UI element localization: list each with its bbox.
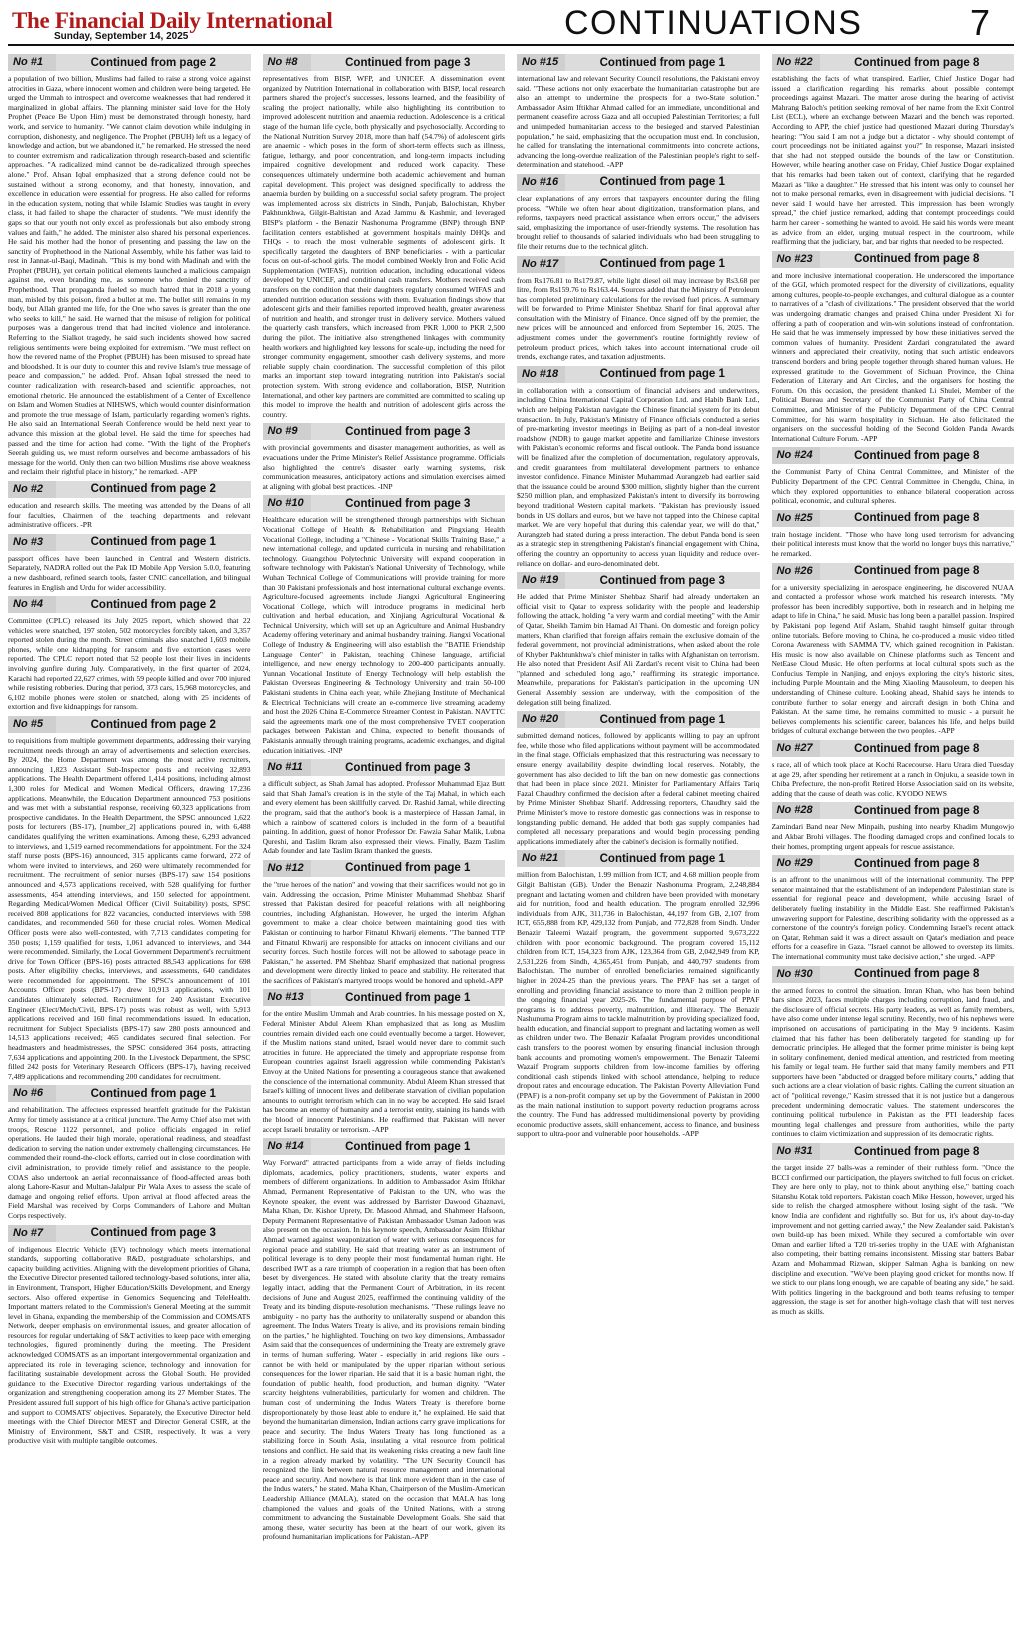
continuation-number: No #1 — [8, 54, 56, 71]
continuation-text: and rehabilitation. The affectees expressed heartfelt gratitude for the Pakistan Army for timely assistance at a critical juncture. The Army Chief also met with troops, Rescue 1122 personnel, and police officials engaged in relief operations. He lauded their high morale, operational readiness, and steadfast dedication to serving the nation under extremely challenging circumstances. He commended their round-the-clock efforts, carried out in close coordination with civil administration, to provide timely relief and assistance to the people. COAS also undertook an aerial reconnaissance of flood-affected areas both along Lahore-Kasur and Multan-Jalalpur Pir Wala Axes to assess the scale of damage and ongoing relief efforts. Upon arrival at flood affected areas the Field Marshal was received by Corps Commanders of Lahore and Multan Corps respectively. — [8, 1105, 251, 1220]
continuation-block — [772, 966, 1015, 1140]
continuation-block — [772, 802, 1015, 851]
continuation-header — [772, 563, 1015, 580]
continuation-text: the Communist Party of China Central Committee, and Minister of the Publicity Department of the CPC Central Committee in Chengdu, China, in which they explored opportunities to enhance bilateral cooperation across political, economic, and cultural spheres. — [771, 467, 1014, 506]
continuation-label: Continued from page 1 — [599, 258, 725, 270]
continuation-header — [772, 54, 1015, 71]
continuation-text: education and research skills. The meeting was attended by the Deans of all four faculties, Chairmen of the teaching departments and relevant administrative officers. -PR — [8, 500, 251, 530]
continuation-text: international law and relevant Security Council resolutions, the Pakistani envoy said. "These actions not only exacerbate the humanitarian catastrophe but are also an attempt to undermine the prospects for a two-State solution." Ambassador Asim Iftikhar Ahmad called for an immediate, unconditional and permanent ceasefire across Gaza and all occupied Palestinian Territories; a full and unimpeded humanitarian access to the besieged and starved Palestinian population," he said, emphasizing that the occupation must end. In conclusion, he called for translating the international commitments into concrete actions, advancing the long-overdue realization of the Palestinian people's right to self-determination and statehood. -APP — [517, 74, 760, 170]
continuation-text: the target inside 27 balls-was a reminder of their ruthless form. "Once the BCCI confirmed our participation, the players switched to full focus on cricket. They are here only to play, not to think about anything else," batting coach Sitanshu Kotak told reporters. Pakistan coach Mike Hesson, however, urged his side to relish the charged atmosphere without losing sight of the task. "We know India are confident and rightfully so. But for us, it's about day-to-day improvement and not getting carried away," the New Zealander said. Pakistan's own build-up has been mixed. While they secured a comfortable win over Oman and earlier lifted a T20 tri-series trophy in the UAE with Afghanistan also competing, their batting remains inconsistent. Missing star batters Babar Azam and Mohammad Rizwan, skipper Salman Agha is banking on new discipline and execution. "We've been playing good cricket for months now. If we stick to our plans long enough, we are capable of beating any side," he said. With politics lingering in the background and both teams refusing to temper aggression, the stage is set for another high-voltage clash that will test nerves as much as skills. — [771, 1163, 1014, 1316]
continuation-header — [8, 534, 251, 551]
continuation-header — [772, 740, 1015, 757]
continuation-block — [772, 54, 1015, 247]
continuation-header — [517, 366, 760, 383]
continuation-block — [8, 716, 251, 1081]
continuation-header — [8, 481, 251, 498]
continuation-label: Continued from page 8 — [854, 804, 980, 817]
page-number: 7 — [969, 2, 990, 43]
continuation-number: No #27 — [772, 740, 820, 757]
continuation-block — [263, 1138, 506, 1542]
continuation-block — [263, 860, 506, 986]
continuation-text: Way Forward" attracted participants from a wide array of fields including diplomats, academics, policy practitioners, students, water experts and members of different organizations. In addition to Ambassador Asim Iftikhar Ahmad, Permanent Representative of Pakistan to the UN, who was the Keynote speaker, the event was addressed by Barrister Dawood Ghaznavi, Maha Khan, Dr. Kishor Uprety, Dr. Masood Ahmad, and Shahmeer Hafsoon, Deputy Permanent Representative of Pakistan Ambassador Usman Jadoon was also present on the occasion. In his keynote speech, Ambassador Asim Iftikhar Ahmad warned against weaponization of water with serious consequences for regional peace and stability. He said that treating water as an instrument of political leverage is to deny people their most fundamental human right. He described IWT as a rare triumph of cooperation in a region that has been often beset by divergences. He stated with absolute clarity that the treaty remains legally intact, adding that the Permanent Court of Arbitration, in its recent decisions of June and August 2025, reaffirmed the continuing validity of the Treaty and its binding dispute-resolution mechanisms. "These rulings leave no ambiguity - no party has the authority to unilaterally suspend or abandon this agreement. The Indus Waters Treaty is alive, and its provisions remain binding on the parties," he highlighted. Touching on two key dimensions, Ambassador Asim said that the consequences of undermining the Treaty are extremely grave in terms of human suffering. Water - especially in arid regions like ours - cannot be with held or manipulated by the upper riparian without serious consequences for the lower riparian. He said that it is a basic human right, the foundation of public health, food production, and human dignity. "Water scarcity heightens vulnerabilities, particularly for women and children. The human cost of undermining the Indus Waters Treaty is therefore borne disproportionately by those least able to endure it," he explained. He said that beyond the humanitarian dimension, Indian actions carry grave implications for peace and security. The Indus Waters Treaty has long functioned as a stabilizing force in South Asia, insulating a vital resource from political tensions and conflict. He said that its weakening risks creating a new fault line in a region already marked by volatility. "The UN Security Council has recognized the link between natural resource management and international peace and security. And nowhere is that link more evident than in the case of the Indus waters," he stated. Maha Khan, Chairperson of the Muslim-American Leadership Alliance (MALA), stated on the occasion that MALA has long championed the values and goals of the United Nations, with a strong commitment to advancing the Sustainable Development Goals. She said that among these, water security has been at the heart of our work, given its profound humanitarian implications for Pakistan.-APP — [262, 1158, 505, 1542]
continuation-text: clear explanations of any errors that taxpayers encounter during the filing process. "While we often hear about digitization, transformation plans, and reforms, taxpayers need practical assistance when errors occur," the advisers said, emphasizing the importance of user-friendly systems. The resolution has brought relief to thousands of salaried individuals who had been struggling to file their returns due to the technical glitch. — [517, 193, 760, 251]
continuation-header — [517, 572, 760, 589]
continuation-text: establishing the facts of what transpired. Earlier, Chief Justice Dogar had issued a clarification regarding his remarks about possible contempt proceedings against Mazari. The matter arose during the hearing of activist Mahrang Baloch's petition seeking removal of her name from the Exit Control List (ECL), where an exchange between Mazari and the bench was reported. According to APP, the chief justice had questioned Mazari during Thursday's hearing: "You said I am not a judge but a dictator - why should contempt of court proceedings not be initiated against you?" In response, Mazari insisted that she had not stepped outside the bounds of the law or Constitution. However, while hearing another case on Friday, Chief Justice Dogar explained that his remarks had been taken out of context, clarifying that he regarded Mazari as "like a daughter." He stressed that his intent was only to counsel her not to make personal remarks, even in disagreement with judicial decisions. "I never said I would have her arrested. This impression has been wrongly spread," the chief justice remarked, adding that contempt proceedings could harm her career - something he wanted to avoid. He said his words were meant as advice from an elder, urging mutual respect in the courtroom, while reaffirming that the judiciary, bar, and bar rights that needed to be respected. — [771, 74, 1014, 247]
continuation-label: Continued from page 8 — [854, 968, 980, 981]
continuation-text: s race, all of which took place at Kochi Racecourse. Haru Urara died Tuesday at age 29, after spending her retirement at a ranch in Onjuku, a seaside town in Chiba Prefecture, the non-profit Retired Horse Association said on its website, adding that the cause of death was colic. KYODO NEWS — [771, 760, 1014, 798]
continuation-text: a difficult subject, as Shah Jamal has adopted. Professor Muhammad Ejaz Butt said that Shah Jamal's creation is in the style of the Taj Mahal, in which each and every element has been skillfully carved. Dr. Rashid Jamal, while directing the program, said that the author's book is a masterpiece of Hassan Jamal, in which a rainbow of scattered colors is included in the form of a beautiful painting. In addition, guest of honor Professor Dr. Fawzia Sahar Malik, Lubna Qureshi, and Taslim Ikram also expressed their views. Finally, Bazm Taslim Adab founder and late Taslim Ikram thanked the guests. — [262, 779, 505, 856]
continuation-block — [772, 855, 1015, 961]
continuation-number: No #24 — [772, 447, 820, 464]
continuation-block — [517, 850, 760, 1139]
continuation-text: and more inclusive international cooperation. He underscored the importance of the GGI, which promoted respect for the diversity of civilizations, equality among cultures, people-to-people exchanges, and cultural dialogue as a counter to narratives of a "clash of civilizations." The president observed that the world was undergoing dramatic changes and praised China under President Xi for offering a path of cooperation and win-win solutions instead of confrontation. He said that he was immensely impressed by how these initiatives served the common values of humanity. President Zardari congratulated the award winners and appreciated their creativity, noting that such artistic endeavors transcend borders and bring people together through shared human values. He expressed gratitude to the Government of Sichuan Province, the China Federation of Literary and Art Circles, and the organisers for hosting the Forum. On this occasion, the president thanked Li Shulei, Member of the Political Bureau and Secretary of the Communist Party of China Central Committee, and Minister of the Publicity Department of the CPC Central Committee, for his warm hospitality in Sichuan. He also felicitated the organisers on the successful holding of the Second Golden Panda Awards International Culture Forum. -APP — [771, 270, 1014, 443]
continuation-label: Continued from page 1 — [345, 862, 471, 875]
continuation-number: No #28 — [772, 802, 820, 819]
continuation-label: Continued from page 8 — [854, 857, 980, 870]
continuation-number: No #22 — [772, 54, 820, 71]
continuation-header — [517, 850, 760, 867]
continuation-label: Continued from page 1 — [345, 991, 471, 1004]
continuation-block — [263, 54, 506, 419]
continuation-text: Zamindari Band near New Minpaih, pushing into nearby Khadim Mungowjo and Akbar Brohi villages. The flooding damaged crops and confined locals to their homes, prompting urgent appeals for rescue assistance. — [771, 822, 1014, 851]
continuation-header — [8, 1225, 251, 1242]
continuation-label: Continued from page 2 — [90, 56, 216, 69]
continuation-text: million from Balochistan, 1.99 million from ICT, and 4.68 million people from Gilgit Baltistan (GB). Under the Benazir Nashonuma Program, 2,248,884 pregnant and lactating women and children have been provided with monetary aid for nutrition, food and health education. The program enrolled 32,996 individuals from AJK, 311,736 in Balochistan, 44,197 from GB, 2,107 from ICT, 655,888 from KP, 429,132 from Punjab, and 772,828 from Sindh. Under Benazir Taleemi Wazaif program, the government supported 9,673,222 children with poor economic background. The program covered 15,112 children from ICT, 154,323 from AJK, 123,364 from GB, 2,042,949 from KP, 2,531,226 from Sindh, 4,365,451 from Punjab, and 440,797 students from Balochistan. The number of enrolled beneficiaries remained significantly higher in 2024-25 than the previous years. The PPAF has set a target of enrolling and providing financial assistance to more than 2 million people in the ongoing financial year 2025-26. The fundamental purpose of PPAF programs is to address poverty, malnutrition, and illiteracy. The Benazir Nashunuma Program aims to tackle malnutrition by providing specialized food, health education, and financial support to pregnant and lactating women as well as children under two. The Benazir Kafaalat Program provides unconditional cash transfers to the poorest women by ensuring financial inclusion through bank accounts and promoting women's empowerment. The Benazir Taleemi Wazaif Program supports children from low-income families by offering conditional cash stipends linked with school attendance, helping to reduce dropout rates and encourage education. The Pakistan Poverty Alleviation Fund (PPAF) is a non-profit company set up by the Government of Pakistan in 2000 as the main national institution to support poverty reduction programs across the country. The Fund has addressed multidimensional poverty by providing economic productive assets, skill enhancement, access to finance, and business support to ultra-poor and vulnerable poor households. -APP — [517, 870, 760, 1139]
continuation-header — [263, 860, 506, 877]
column-2 — [263, 52, 506, 1644]
continuation-number: No #17 — [517, 256, 565, 273]
continuation-header — [772, 802, 1015, 819]
continuation-number: No #30 — [772, 966, 820, 983]
continuation-header — [517, 174, 760, 191]
continuation-header — [517, 256, 760, 273]
continuation-text: of indigenous Electric Vehicle (EV) technology which meets international standards, supporting collaborative R&D, postgraduate scholarships, and capacity building activities. Aligning with the development priorities of Ghana, the Executive Director presented tailored technology-based solutions, inter alia, in Environment, Transport, Higher Education/Skills Development, and Energy sectors. Also offered expertise in Genomics Sequencing and TeleHealth. Important matters related to the Commission's General Meeting at the summit level in Ghana, expanding the membership of the Commission and COMSATS Network, deeper emphasis on environmental issues, and greater allocation of resources for regular undertaking of S&T activities to keep pace with emerging technologies, figured prominently during the meeting. The President acknowledged COMSATS as an important intergovernmental organization and appreciated its role in leveraging science, technology and innovation for facilitating sustainable development across the Global South. He provided guidance to the Executive Director regarding various undertakings of the organization and strengthening cooperation among its 27 Member States. The President assured full support of his high office for Ghana's active participation and support to COMSATS' objectives. Separately, the Executive Director held meetings with the Chief Director MEST and Director General CSIR, at the Ministry of Environment, S&T and CSIR, respectively. It was a very productive visit with multiple tangible outcomes. — [8, 1244, 251, 1446]
continuation-number: No #5 — [8, 716, 56, 733]
continuation-block — [517, 366, 760, 568]
continuation-label: Continued from page 1 — [599, 713, 725, 726]
continuation-text: for the entire Muslim Ummah and Arab countries. In his message posted on X, Federal Minister Abdul Aleem Khan emphasized that as long as Muslim countries remain divided each one could eventually become a target. However, if the Muslim nations stand united, Israel would never dare to commit such atrocities in future. He appreciated the timely and appropriate response from European countries against Israeli aggression while commending Pakistan's Envoy at the United Nations for presenting a courageous stance that awakened the conscience of the international community. Abdul Aleem Khan stressed that Israel's killing of innocent lives and deliberate starvation of civilian population amounts to outright terrorism which can in no way be accepted. He said Israel has become an enemy of humanity and a terrorist entity, staining its hands with the blood of innocent Palestinians. He reaffirmed that Pakistan will never accept Israeli brutality or terrorism. -APP — [262, 1009, 505, 1134]
continuation-text: is an affront to the unanimous will of the international community. The PPP senator maintained that the establishment of an independent Palestinian state is essential for regional peace and development, while accusing Israel of deliberately fueling instability in the Middle East. She reaffirmed Pakistan's unwavering support for Palestine, describing solidarity with the oppressed as a cornerstone of the country's foreign policy. Condemning Israel's recent attack on Qatar, Rehman said it was a direct assault on Qatar's mediation and peace efforts for a ceasefire in Gaza. "Israel cannot be allowed to overstep its limits. The international community must take decisive action," she urged. -APP — [771, 875, 1014, 961]
continuation-number: No #25 — [772, 510, 820, 527]
continuation-number: No #7 — [8, 1225, 56, 1242]
continuation-text: He added that Prime Minister Shehbaz Sharif had already undertaken an official visit to Qatar to express solidarity with the people and leadership following the attack, holding "a very warm and cordial meeting" with the Amir of Qatar, Sheikh Tamim bin Hamad Al Thani. On domestic and foreign policy matters, Khan clarified that foreign affairs remain the exclusive domain of the federal government, not provincial administrations, when asked about the role of Khyber Pakhtunkhwa's chief minister in talks with Afghanistan on terrorism. He also noted that President Asif Ali Zardari's recent visit to China had been "planned and scheduled long ago," reaffirming its strategic importance. Meanwhile, preparations for Pakistan's participation in the upcoming UN General Assembly session are underway, with the composition of the delegation still being finalized. — [517, 592, 760, 707]
continuation-label: Continued from page 8 — [854, 565, 980, 578]
continuation-number: No #4 — [8, 596, 56, 613]
continuation-block — [517, 174, 760, 252]
continuation-number: No #21 — [517, 850, 565, 867]
continuation-number: No #31 — [772, 1143, 820, 1160]
continuation-header — [8, 1085, 251, 1102]
continuation-number: No #20 — [517, 711, 565, 728]
continuation-header — [263, 759, 506, 776]
continuation-label: Continued from page 1 — [599, 176, 725, 189]
continuation-block — [772, 1143, 1015, 1317]
continuation-number: No #14 — [263, 1138, 311, 1155]
continuation-label: Continued from page 8 — [854, 1145, 980, 1158]
continuation-text: in collaboration with a consortium of financial advisers and underwriters, including China International Capital Corporation Ltd. and Habib Bank Ltd., which are helping Pakistan navigate the Chinese financial system for its debut transaction. In July, Pakistan's Ministry of Finance officials conducted a series of pre-marketing investor meetings in Beijing as part of a non-deal investor roadshow (NDR) to gauge market appetite and familiarize Chinese investors with Pakistan's economic reforms and fiscal outlook. The Panda bond issuance will be finalized after the completion of documentation, regulatory approvals, and credit guarantees from multilateral development partners to enhance investor confidence. Finance Minister Muhammad Aurangzeb had earlier said that the issuance could be around $300 million, slightly higher than the current $250 million plan, and emphasized Pakistan's intent to diversify its borrowing beyond traditional Western capital markets. "Pakistan has previously issued bonds in US dollars and euros, but we have not tapped into the Chinese capital market. We are very hopeful that during this calendar year, we will do that," Aurangzeb had stated during a press interaction. The debut Panda bond is seen as a strategic step in strengthening Pakistan's financial engagement with China, offering the country an opportunity to access yuan liquidity and reduce over-reliance on dollar- and euro-denominated debt. — [517, 385, 760, 568]
continuation-text: representatives from BISP, WFP, and UNICEF. A dissemination event organized by Nutrition International in collaboration with BISP, local research partners shared the project's successes, lessons learned, and the feasibility of scaling the project nationally, while also highlighting its contribution to improved adolescent nutrition and anaemia reduction. Adolescence is a critical stage of the human life cycle, both physically and psychosocially. According to the National Nutrition Survey 2018, more than half (54.7%) of adolescent girls are anaemic - which poses in the form of short-term effects such as illness, fatigue, lethargy, and poor concentration, and long-term impacts including impaired cognitive development and reduced work capacity. These consequences ultimately undermine both academic achievement and human capital development. This project was designed specifically to address the anaemia burden by building on a successful social safety program. The project was implemented across six districts in Sindh, Punjab, Balochistan, Khyber Pakhtunkhwa, Gilgit-Baltistan and Azad Jammu & Kashmir, and leveraged BISP's platform - the Benazir Nashonuma Programme (BNP) through BNP facilitation centers established at government hospitals mainly DHQs and THQs - to reach the most vulnerable segments of adolescent girls. It specifically targeted the daughters of BNP beneficiaries - with a particular focus on out-of-school girls. The model combined Weekly Iron and Folic Acid Supplementation (WIFAS), nutrition education, including educational videos developed by UNICEF, and conditional cash transfers. Mothers received cash transfers on the condition that their daughters regularly consumed WIFAS and attended nutrition education sessions with them. Evaluation findings show that adolescent girls and their families reported improved health, greater awareness of nutrition and health, and stronger trust in delivery service. Mothers valued the quarterly cash transfers, which increased from PKR 1,000 to PKR 2,500 during the pilot. The initiative also strengthened linkages with community health workers and highlighted key lessons for scale-up, including the need for stronger community engagement, smoother cash delivery systems, and more reliable supply chain coordination. The successful completion of this pilot marks an important step toward integrating nutrition into Pakistan's social protection system. With strong evidence and collaboration, BISP, Nutrition International, and other key partners are committed are committed to scaling up this model to improve the health and nutrition of adolescent girls across the country. — [262, 74, 505, 419]
continuation-block — [263, 759, 506, 856]
continuation-label: Continued from page 1 — [345, 1140, 471, 1153]
continuation-header — [772, 251, 1015, 268]
continuation-label: Continued from page 3 — [345, 761, 471, 774]
continuation-number: No #29 — [772, 855, 820, 872]
continuation-label: Continued from page 8 — [854, 742, 980, 755]
continuation-header — [263, 54, 506, 71]
continuation-block — [772, 563, 1015, 737]
continuation-header — [8, 596, 251, 613]
continuation-text: submitted demand notices, followed by applicants willing to pay an upfront fee, while those who filed applications without payment will be accommodated in the final stage. Officials emphasized that this restructuring was necessary to ensure energy availability despite dwindling local reserves. Notably, the government has also decided to lift the ban on new domestic gas connections that had been in place since 2021. Minister for Parliamentary Affairs Tariq Fazal Chaudhry confirmed the decision after a federal cabinet meeting chaired by Prime Minister Shehbaz Sharif. Addressing reporters, Chaudhry said the Prime Minister's move to restore domestic gas connections was in response to longstanding public demand. He added that both gas supply companies had completed all necessary preparations and would begin processing pending applications immediately after the cabinet's decision is formally notified. — [517, 731, 760, 846]
continuation-header — [263, 1138, 506, 1155]
section-title: CONTINUATIONS — [564, 4, 863, 42]
continuation-block — [8, 54, 251, 477]
continuation-label: Continued from page 1 — [599, 56, 725, 69]
continuation-label: Continued from page 2 — [90, 718, 216, 731]
continuation-label: Continued from page 8 — [854, 253, 980, 266]
continuation-number: No #6 — [8, 1085, 56, 1102]
continuation-label: Continued from page 1 — [90, 1087, 216, 1100]
continuation-label: Continued from page 2 — [90, 598, 216, 611]
continuation-number: No #16 — [517, 174, 565, 191]
continuation-header — [8, 716, 251, 733]
article-columns — [8, 52, 1014, 1644]
continuation-number: No #9 — [263, 423, 311, 440]
continuation-text: train hostage incident. "Those who have long used terrorism for advancing their political interests must know that the world no longer buys this narrative," he remarked. — [771, 529, 1014, 558]
continuation-number: No #23 — [772, 251, 820, 268]
continuation-number: No #19 — [517, 572, 565, 589]
continuation-text: Committee (CPLC) released its July 2025 report, which showed that 22 vehicles were snatched, 197 stolen, 502 motorcycles forcibly taken, and 3,357 reported stolen during the month. Street criminals also snatched 1,603 mobile phones, while one kidnapping for ransom and five extortion cases were reported. The CPLC report noted that 52 people lost their lives in incidents involving gunfire during July. Comparatively, in the first quarter of 2024, Karachi had reported 22,627 crimes, with 59 people killed and over 700 injured while resisting robberies. During that period, 373 cars, 15,968 motorcycles, and 6,102 mobile phones were stolen or snatched, along with 25 incidents of extortion and five kidnappings for ransom. — [8, 616, 251, 712]
continuation-number: No #15 — [517, 54, 565, 71]
continuation-text: to requisitions from multiple government departments, addressing their varying recruitment needs through an array of advertisements and selection exercises. By 2024, the Home Department was among the most active recruiters, announcing 1,823 Assistant Sub-Inspector posts and receiving 32,893 applications. The Health Department offered 1,414 positions, including almost 1,300 roles for Medical and Women Medical Officers, drawing 17,236 applications. Meanwhile, the Education Department announced 753 positions and was met with a substantial response, receiving 60,323 applications from prospective candidates. In the Health Department, the SPSC announced 1,622 posts for lecturers (BS-17), [number_2] applications poured in, with 6,488 candidates qualifying the written examinations. Among these, 6,293 advanced to interviews, and 1,519 earned recommendations for appointment. For the 324 staff nurse posts (BPS-16) announced, 315 applicants came forward, 272 of whom were invited to interviews, and 260 were ultimately recommended for recruitment. The recruitment of senior nurses (BPS-17) saw 154 positions announced and 4,573 applications received, with 528 qualifying for further assessments, 454 attending interviews, and 150 selected for appointment. Regarding Medical/Women Medical Officer (Civil Suitability) posts, SPSC received 808 applications for 822 vacancies, conducted interviews with 598 candidates, and recommended 560 for these crucial roles. Women Medical Officer posts were also well-contested, with 7,713 candidates competing for 350 posts; 1,159 qualified for tests, 1,061 advanced to interviews, and 344 were recommended. Similarly, the Local Government Department's recruitment drive for Town Officer (BPS-16) posts attracted 88,543 applications for 698 posts. After eligibility checks, interviews, and assessments, 640 candidates were recommended for appointment. The SPSC's announcement of 101 Accounts Officer posts (BPS-17) drew 10,913 applications, with 101 candidates ultimately selected. Recruitment for 240 Assistant Executive Engineer (Elect/Mech/Civil, BPS-17) posts was robust as well, with 5,913 applications received and 160 final recommendations issued. In education, recruitment for Subject Specialists (BPS-17) saw 280 posts announced and 14,513 applications received; 465 candidates secured final selection. For headmasters and headmistresses, the SPSC considered 364 posts, attracting 7,634 applications and appointing 200. In the Livestock Department, the SPSC filled 242 posts for Veterinary Research Officers (BPS-17), having received 7,489 applications and recommending 200 candidates for recruitment. — [8, 736, 251, 1081]
continuation-block — [772, 740, 1015, 798]
continuation-block — [8, 534, 251, 592]
continuation-header — [263, 423, 506, 440]
continuation-label: Continued from page 2 — [90, 483, 216, 496]
continuation-block — [517, 256, 760, 362]
continuation-text: the "true heroes of the nation" and vowing that their sacrifices would not go in vain. Addressing the occasion, Prime Minister Muhammad Shehbaz Sharif stressed that Pakistan desired for peaceful relations with all neighboring countries, including Afghanistan. However, he urged the interim Afghan government to make a clear choice between maintaining good ties with Pakistan or continuing to harbor Fitnatul Khwarij elements. "The banned TTP and Fitnatul Khwarij are responsible for attacks on innocent civilians and our security forces. Such hostile forces will not be allowed to sabotage peace in Pakistan," he asserted. PM Shehbaz Sharif emphasized that national progress and development were directly linked to peace and stability. He reiterated that the sacrifices of Pakistan's martyred troops would be honored and upheld.-APP — [262, 879, 505, 985]
continuation-text: passport offices have been launched in Central and Western districts. Separately, NADRA rolled out the Pak ID Mobile App Version 5.0.0, featuring a new dashboard, refined search tools, faster CNIC cancellation, and bilingual features in English and Urdu for wider accessibility. — [8, 553, 251, 592]
continuation-block — [263, 423, 506, 491]
column-1 — [8, 52, 251, 1644]
continuation-block — [8, 1225, 251, 1446]
continuation-label: Continued from page 1 — [599, 368, 725, 381]
continuation-text: from Rs176.81 to Rs179.87, while light diesel oil may increase by Rs3.68 per litre, from Rs159.76 to Rs163.44. Sources added that the Ministry of Petroleum has completed preliminary calculations for the revised fuel prices. A summary will be forwarded to Prime Minister Shehbaz Sharif for final approval after consultation with the Ministry of Finance. Once signed off by the premier, the new prices will be announced and enforced from September 16, 2025. The adjustment comes under the government's routine fortnightly review of petroleum product prices, which takes into account international crude oil trends, exchange rates, and taxation adjustments. — [517, 275, 760, 362]
continuation-text: for a university specializing in aerospace engineering, he discovered NUAA and contacted a professor whose work matched his research interests. "My professor has been incredibly supportive, both in research and in helping me adapt to life in China," he said. Music has long been a parallel passion. Inspired by Pakistani pop legend Atif Aslam, Shahid taught himself guitar through online tutorials. Before moving to China, he co-produced a music video titled Corona Awareness with SAMMA TV, which gained recognition in Pakistan. His music is now also available on Chinese platforms such as Tencent and NetEase Cloud Music. He often performs at local cultural spots such as the Confucius Temple in Nanjing, and enjoys exploring the city's historic sites, including Purple Mountain and the Ming Xiaoling Mausoleum, to deepen his understanding of Chinese culture. Looking ahead, Shahid says he intends to contribute further to solar energy and aircraft design in both China and Pakistan. At the same time, he remains committed to music - a pursuit he believes complements his scientific career, balances his life, and helps build bridges of cultural exchange between the two peoples. -APP — [771, 582, 1014, 736]
continuation-block — [772, 447, 1015, 505]
continuation-block — [8, 1085, 251, 1220]
column-4 — [772, 52, 1015, 1644]
continuation-block — [517, 54, 760, 170]
continuation-header — [263, 989, 506, 1006]
continuation-block — [8, 596, 251, 712]
continuation-number: No #26 — [772, 563, 820, 580]
continuation-block — [772, 510, 1015, 559]
continuation-header — [772, 855, 1015, 872]
continuation-block — [517, 711, 760, 846]
continuation-number: No #18 — [517, 366, 565, 383]
continuation-label: Continued from page 3 — [345, 425, 471, 438]
masthead — [8, 0, 1014, 46]
continuation-number: No #12 — [263, 860, 311, 877]
continuation-text: Healthcare education will be strengthened through partnerships with Sichuan Vocational College of Health & Rehabilitation and Pingxiang Health Vocational College, including a "Chinese - Vocational Skills Training Base," a new international college, and updated curricula in nursing and rehabilitation technology. Guangzhou Polytechnic University will expand cooperation in software technology with Pakistan's National University of Technology, while Wuhan Technical College of Communications will provide training for more than 30 Pakistani professionals and host international cultural exchange events. Agriculture-focused agreements include Jiangxi Agricultural Engineering Vocational College, which will introduce programs in medicinal herb cultivation and herbal education, and Xinjiang Agricultural Vocational & Technical University, which will set up an Agriculture and Animal Husbandry Academy offering veterinary and animal husbandry training. Jiangxi Vocational College of Industry & Engineering will also establish the "BATIE Friendship Language Center" in Pakistan, teaching Chinese language, artificial intelligence, and new energy technology to 200-400 participants annually. Yunnan Vocational Institute of Energy Technology will help establish the Pakistan Overseas Engineering & Technology University and train 50-100 Pakistani students in China each year, while Zhejiang Institute of Mechanical & Electrical Technicians will create an e-commerce live streaming academy and host the 2026 China E-Commerce Streamer Contest in Pakistan. NAVTTC said the agreements mark one of the most comprehensive TVET cooperation packages between Pakistan and China, expected to benefit thousands of Pakistanis annually through training programs, academic exchanges, and digital education initiatives. -INP — [262, 515, 505, 755]
continuation-label: Continued from page 3 — [599, 574, 725, 587]
column-3 — [517, 52, 760, 1644]
issue-date: Sunday, September 14, 2025 — [54, 31, 189, 42]
continuation-header — [772, 510, 1015, 527]
continuation-number: No #13 — [263, 989, 311, 1006]
continuation-block — [263, 495, 506, 755]
continuation-text: with provincial governments and disaster management authorities, as well as evacuations under the Prime Minister's Relief Assistance programme. Officials also highlighted the centre's disaster early warning systems, risk communication measures, anticipatory actions and simulation exercises aimed at aligning with global best practices. -INP — [262, 443, 505, 491]
continuation-header — [263, 495, 506, 512]
continuation-number: No #3 — [8, 534, 56, 551]
continuation-block — [8, 481, 251, 530]
continuation-block — [517, 572, 760, 707]
continuation-label: Continued from page 3 — [345, 56, 471, 69]
continuation-label: Continued from page 1 — [599, 852, 725, 865]
continuation-label: Continued from page 1 — [90, 536, 216, 549]
continuation-header — [8, 54, 251, 71]
continuation-label: Continued from page 8 — [854, 449, 980, 462]
continuation-number: No #10 — [263, 495, 311, 512]
continuation-block — [772, 251, 1015, 444]
continuation-label: Continued from page 8 — [854, 512, 980, 525]
continuation-header — [772, 447, 1015, 464]
continuation-block — [263, 989, 506, 1134]
continuation-number: No #11 — [263, 759, 311, 776]
continuation-number: No #2 — [8, 481, 56, 498]
continuation-text: the armed forces to control the situation. Imran Khan, who has been behind bars since 2023, faces multiple charges including corruption, land fraud, and the disclosure of official secrets. His party leaders, as well as family members, have also come under intense legal scrutiny. Recently, two of his nephews were imprisoned on accusations of participating in the May 9 incidents. Kasim claimed that his father has been deliberately targeted for standing up for democratic principles. He alleged that the former prime minister is being kept in solitary confinement, denied medical attention, and restricted from meeting his family or legal team. He further said that many family members and PTI supporters have been "abducted or dragged before military courts," adding that such actions are a clear violation of basic rights. Calling the current situation an act of "political revenge," Kasim stressed that it is not justice but a dangerous precedent undermining democratic values. The statement underscores the continuing political turbulence in Pakistan as the PTI leadership faces mounting legal challenges and pressure from authorities, while the party continues to claim victimization and suppression of its democratic rights. — [771, 985, 1014, 1139]
continuation-label: Continued from page 3 — [90, 1227, 216, 1240]
continuation-header — [772, 966, 1015, 983]
continuation-header — [517, 54, 760, 71]
continuation-header — [772, 1143, 1015, 1160]
newspaper-name: The Financial Daily International — [12, 8, 333, 33]
continuation-header — [517, 711, 760, 728]
continuation-label: Continued from page 8 — [854, 56, 980, 69]
continuation-text: a population of two billion, Muslims had failed to raise a strong voice against atrocities in Gaza, where innocent women and children were being targeted. He urged the Ummah to introspect and overcome weaknesses that had rendered it marginalized in global affairs. The planning minister said love for the Holy Prophet (Peace Be Upon Him) must be demonstrated through honesty, hard work, and service to humanity. "We cannot claim devotion while indulging in corruption, dishonesty, and negligence. The Prophet (PBUH) left us a legacy of knowledge and action, but we abandoned it," he remarked. He stressed the need to counter extremism and radicalization through research-based and scientific approaches. "A radicalized mind cannot be de-radicalized through speeches alone." Prof. Ahsan Iqbal emphasized that a strong defence could not be sustained without a strong economy, and that honesty, innovation, and excellence in education were essential for progress. He also called for reforms in the education system, noting that while Islamic Studies was taught in every class, it had failed to shape the character of students. "We must identify the gaps so that our youth not only excel as professionals but also embody strong values and faith," he added. The minister also shared his personal experiences. He said his mother had the honor of presenting and passing the law on the sanctity of Prophethood in the National Assembly, while his father was laid to rest in Jannat-ul-Baqi, Madinah. "This is my bond with Madinah and with the Prophet (PBUH), yet certain political elements launched a malicious campaign against me, even branding me, as someone who denied the sanctity of Prophethood. That propaganda fueled so much hatred that in 2018 a young man, misled by this poison, fired a bullet at me. The bullet still remains in my body, but Allah granted me life, for the One who saves is greater than the one who seeks to kill," he said. He warned that the misuse of religion for political purposes was a dangerous trend that had incited violence and intolerance. Referring to the Sialkot tragedy, he said such incidents showed how sacred religious sentiments were being exploited for extremism. "We must reflect on how the revered name of the Prophet (PBUH) has been misused to spread hate and bloodshed. It is our duty to counter this and revive Islam's true message of peace and compassion," he added. Prof. Ahsan Iqbal stressed the need to counter radicalization with research-based and scientific approaches, not emotional rhetoric. He announced the establishment of a Center of Excellence on Islam and Women Studies at NIHSWS, which would counter disinformation and promote the true message of Islam, particularly regarding women's rights. He also said an International Seerah Conference would be held next year to advance this mission at the global level. He said the time for speeches had passed and the time for action had come. "With the light of the Prophet's Seerah guiding us, we must reform ourselves and become ambassadors of his message for the world. Only then can two billion Muslims rise above weakness and reclaim their rightful place in history," he remarked. -APP — [8, 74, 251, 477]
continuation-number: No #8 — [263, 54, 311, 71]
continuation-label: Continued from page 3 — [345, 497, 471, 510]
